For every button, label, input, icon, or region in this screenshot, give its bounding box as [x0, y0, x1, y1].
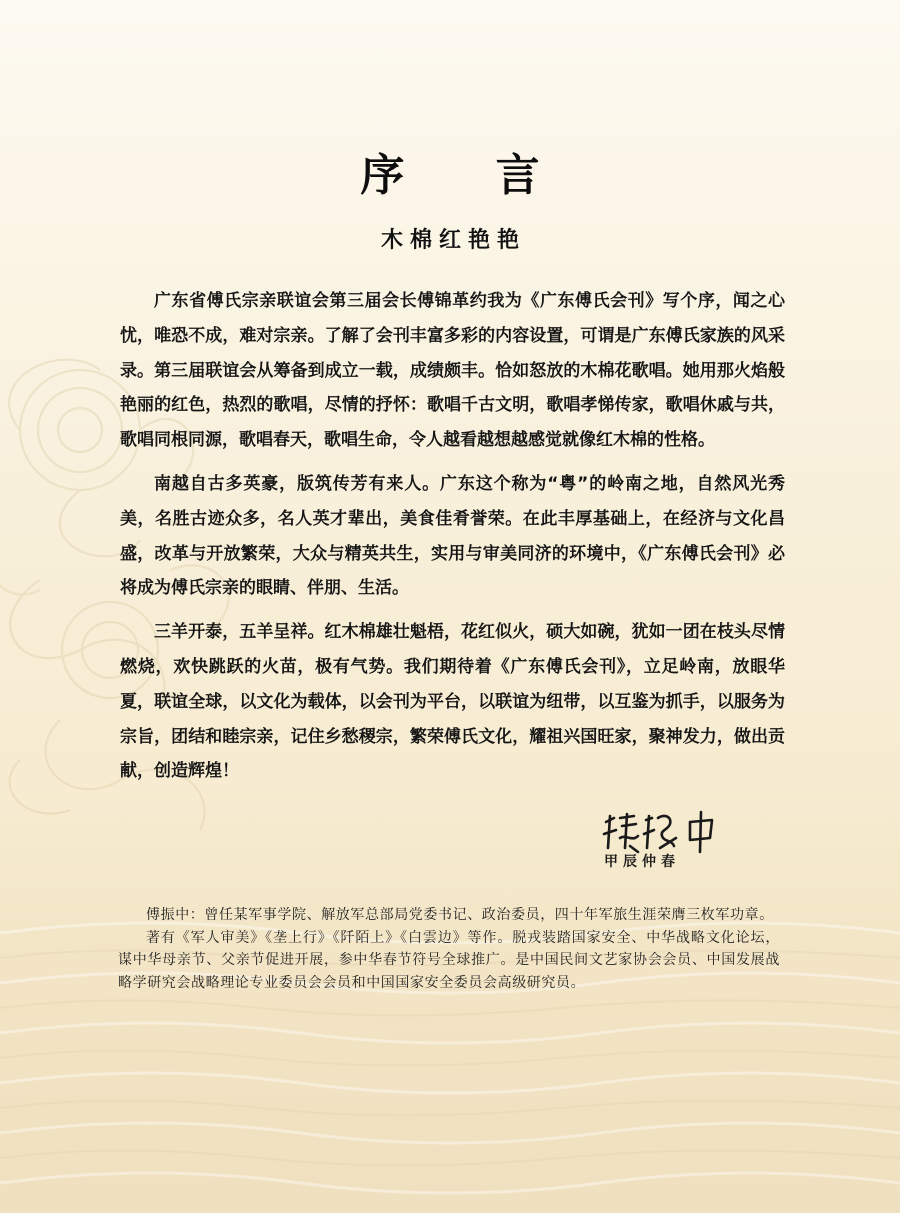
- preface-body: [120, 284, 785, 798]
- handwritten-signature: [600, 808, 720, 854]
- body-paragraph: 三羊开泰，五羊呈祥。红木棉雄壮魁梧，花红似火，硕大如碗，犹如一团在枝头尽情燃烧，欢快跳跃的火苗，极有气势。我们期待着《广东傅氏会刊》，立足岭南，放眼华夏，联谊全球，以文化为载体，以会刊为平台，以联谊为纽带，以互鉴为抓手，以服务为宗旨，团结和睦宗亲，记住乡愁稷宗，繁荣傅氏文化，耀祖兴国旺家，聚神发力，做出贡献，创造辉煌！: [120, 622, 785, 782]
- page-title: 序 言: [360, 150, 578, 201]
- bio-paragraph: 傅振中：曾任某军事学院、解放军总部局党委书记、政治委员，四十年军旅生涯荣膺三枚军功章。: [146, 907, 774, 923]
- body-paragraph: 南越自古多英豪，版筑传芳有来人。广东这个称为“粤”的岭南之地，自然风光秀美，名胜古迹众多，名人英才辈出，美食佳肴誉荣。在此丰厚基础上，在经济与文化昌盛，改革与开放繁荣，大众与精英共生，实用与审美同济的环境中，《广东傅氏会刊》必将成为傅氏宗亲的眼睛、伴朋、生活。: [120, 473, 785, 599]
- bio-paragraph: 著有《军人审美》《垄上行》《阡陌上》《白雲边》等作。脱戎装踏国家安全、中华战略文化论坛，谋中华母亲节、父亲节促进开展，参中华春节符号全球推广。是中国民间文艺家协会会员、中国发展战略学研究会战略理论专业委员会会员和中国国家安全委员会高级研究员。: [118, 929, 780, 991]
- author-bio: [118, 904, 780, 994]
- body-paragraph: 广东省傅氏宗亲联谊会第三届会长傅锦革约我为《广东傅氏会刊》写个序，闻之心忧，唯恐不成，难对宗亲。了解了会刊丰富多彩的内容设置，可谓是广东傅氏家族的风采录。第三届联谊会从筹备到成立一载，成绩颇丰。恰如怒放的木棉花歌唱。她用那火焰般艳丽的红色，热烈的歌唱，尽情的抒怀：歌唱千古文明，歌唱孝悌传家，歌唱休戚与共，歌唱同根同源，歌唱春天，歌唱生命，令人越看越想越感觉就像红木棉的性格。: [120, 291, 785, 451]
- page-subtitle: 木棉红艳艳: [380, 228, 526, 253]
- signature-date: 甲辰仲春: [604, 854, 680, 870]
